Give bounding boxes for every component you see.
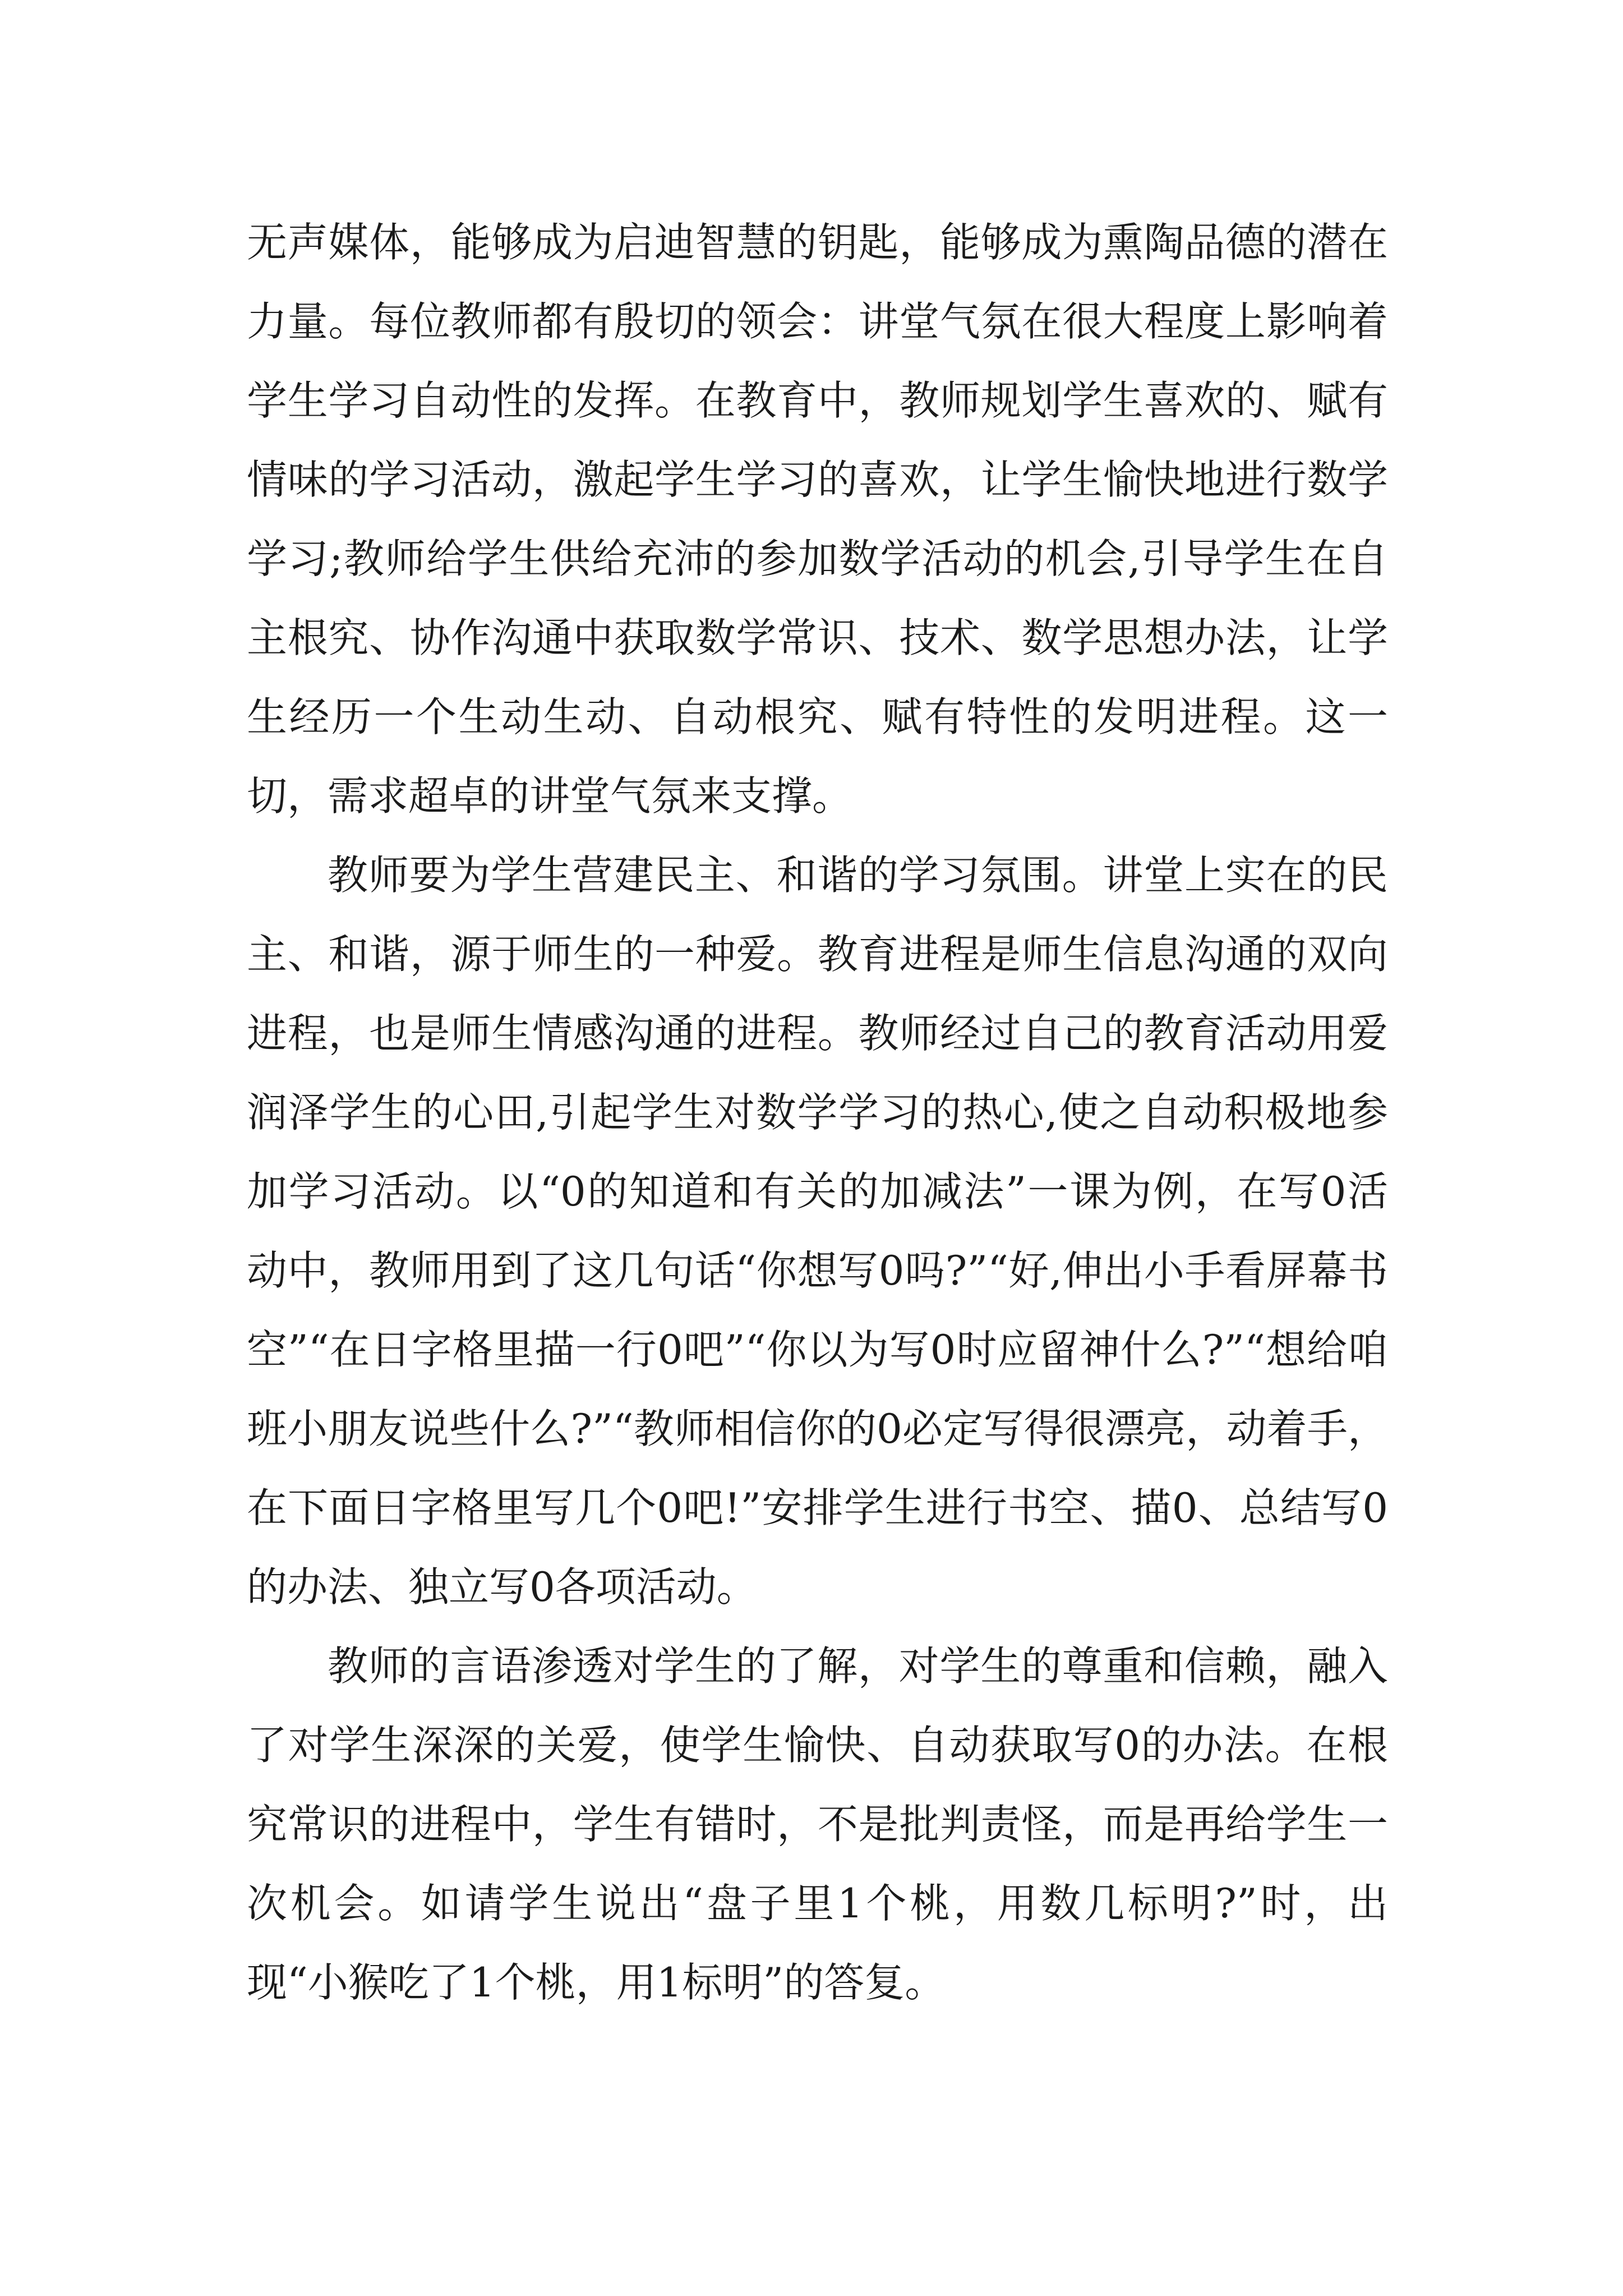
paragraph: 无声媒体，能够成为启迪智慧的钥匙，能够成为熏陶品德的潜在力量。每位教师都有殷切的领会：讲堂气氛在很大程度上影响着学生学习自动性的发挥。在教育中，教师规划学生喜欢的、赋有情味的学习活动，激起学生学习的喜欢，让学生愉快地进行数学学习;教师给学生供给充沛的参加数学活动的机会,引导学生在自主根究、协作沟通中获取数学常识、技术、数学思想办法，让学生经历一个生动生动、自动根究、赋有特性的发明进程。这一切，需求超卓的讲堂气氛来支撑。	[247, 219, 1388, 820]
paragraph: 教师的言语渗透对学生的了解，对学生的尊重和信赖，融入了对学生深深的关爱，使学生愉快、自动获取写0的办法。在根究常识的进程中，学生有错时，不是批判责怪，而是再给学生一次机会。如请学生说出“盘子里1个桃，用数几标明?”时，出现“小猴吃了1个桃，用1标明”的答复。	[247, 1642, 1388, 2006]
paragraph: 教师要为学生营建民主、和谐的学习氛围。讲堂上实在的民主、和谐，源于师生的一种爱。教育进程是师生信息沟通的双向进程，也是师生情感沟通的进程。教师经过自己的教育活动用爱润泽学生的心田,引起学生对数学学习的热心,使之自动积极地参加学习活动。以“0的知道和有关的加减法”一课为例，在写0活动中，教师用到了这几句话“你想写0吗?”“好,伸出小手看屏幕书空”“在日字格里描一行0吧”“你以为写0时应留神什么?”“想给咱班小朋友说些什么?”“教师相信你的0必定写得很漂亮，动着手，在下面日字格里写几个0吧!”安排学生进行书空、描0、总结写0的办法、独立写0各项活动。	[247, 852, 1388, 1611]
document-body	[247, 203, 1388, 2022]
